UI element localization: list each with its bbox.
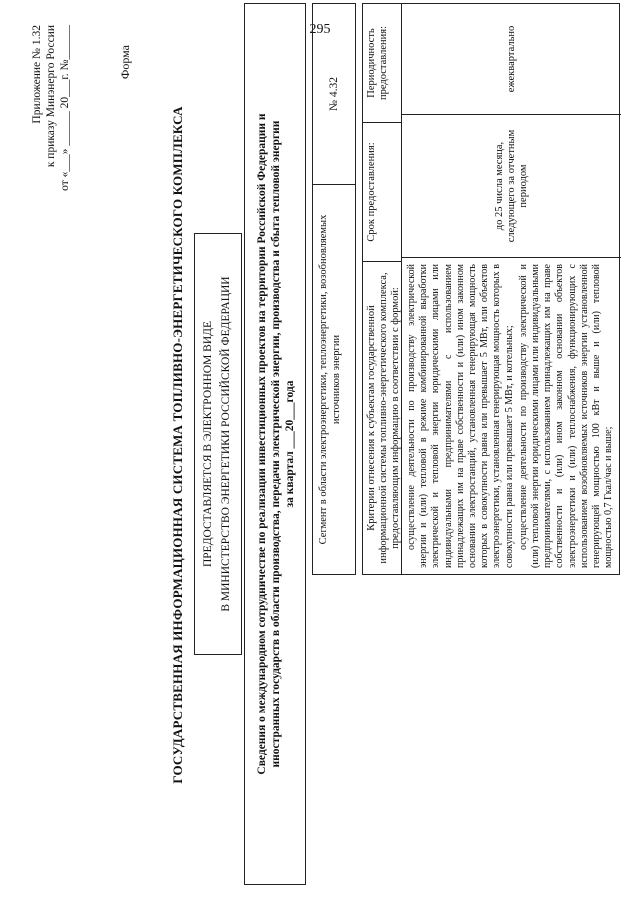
submission-box — [194, 233, 242, 655]
appendix-line-1: Приложение № 1.32 — [31, 25, 43, 124]
report-title-box — [244, 3, 306, 885]
page-number: 295 — [309, 22, 331, 37]
period-cell: ежеквартально — [505, 25, 517, 93]
report-period-line: за квартал ___20___года — [284, 380, 296, 508]
table-header-row — [363, 4, 402, 574]
table-row — [402, 4, 621, 574]
appendix-block — [30, 25, 72, 245]
criteria-paragraph-2: осуществление деятельности по производству электрической и (или) тепловой энергии юридическими лицами или индивидуальными предпринимателями, с использованием принадлежащих им на праве собственности и (или) ином законном основании объектов электроэнергетики и (или) теплоснабжения, функционирующих с использованием возобновляемых источников энергии установленной генерирующей мощностью 100 кВт и выше и (или) тепловой мощностью 0,7 Гкал/час и выше; — [517, 264, 615, 568]
criteria-paragraph-1: осуществление деятельности по производству электрической энергии и (или) тепловой в режиме комбинированной выработки электрической и тепловой энергии юридическими лицами или индивидуальными предпринимателями с использованием принадлежащих им на праве собственности и (или) ином законном основании электростанций, установленная генерирующая мощность которых в совокупности равна или превышает 5 МВт, или объектов электроэнергетики, установленная генерирующая мощность которых в совокупности равна или превышает 5 МВт, и котельных; — [406, 264, 515, 568]
segment-row — [312, 3, 356, 575]
appendix-line-3: от «___» ______ 20___г. №______ — [59, 25, 71, 191]
main-title: ГОСУДАРСТВЕННАЯ ИНФОРМАЦИОННАЯ СИСТЕМА ТОПЛИВНО-ЭНЕРГЕТИЧЕСКОГО КОМПЛЕКСА — [170, 106, 185, 784]
submission-line-1: ПРЕДОСТАВЛЯЕТСЯ В ЭЛЕКТРОННОМ ВИДЕ — [202, 320, 214, 568]
header-deadline: Срок предоставления: — [363, 122, 401, 261]
report-title-line-2: иностранных государств в области производства, передачи электрической энергии, производства и сбыта тепловой энергии — [270, 120, 282, 768]
form-number: № 4.32 — [328, 77, 340, 111]
submission-line-2: В МИНИСТЕРСТВО ЭНЕРГЕТИКИ РОССИЙСКОЙ ФЕДЕРАЦИИ — [220, 276, 232, 612]
deadline-cell: до 25 числа месяца, следующего за отчетным периодом — [402, 114, 621, 257]
segment-label: Сегмент в области электроэнергетики, теплоэнергетики, возобновляемых источников энергии — [313, 184, 355, 574]
criteria-cell — [402, 257, 621, 574]
form-label: Форма — [118, 45, 132, 80]
criteria-table — [362, 3, 620, 575]
header-period: Периодичность предоставления: — [366, 26, 389, 100]
appendix-line-2: к приказу Минэнерго России — [45, 25, 57, 168]
report-title-line-1: Сведения о международном сотрудничестве по реализации инвестиционных проектов на территории Российской Федерации и — [256, 113, 268, 775]
header-criteria: Критерии отнесения к субъектам государственной информационной системы топливно-энергетического комплекса, предоставляющим информацию в соответствии с формой: — [363, 261, 401, 574]
